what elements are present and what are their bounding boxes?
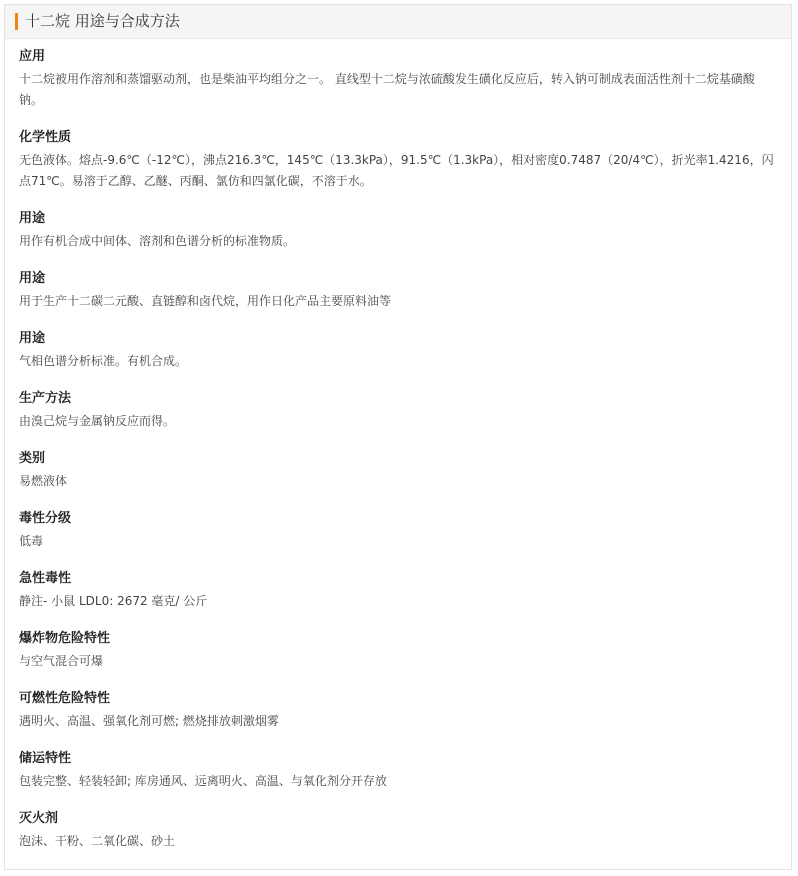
panel-content: [5, 39, 791, 852]
section-heading: 爆炸物危险特性: [19, 631, 111, 646]
section-heading: 类别: [19, 451, 46, 466]
section-heading: 急性毒性: [19, 571, 72, 586]
section-usage-1: [19, 209, 777, 252]
section-explosive-hazard: [19, 629, 777, 672]
section-category: [19, 449, 777, 492]
section-heading: 灭火剂: [19, 811, 59, 826]
section-storage-transport: [19, 749, 777, 792]
section-production-method: [19, 389, 777, 432]
section-text: 气相色谱分析标准。有机合成。: [19, 354, 188, 368]
section-text: 用作有机合成中间体、溶剂和色谱分析的标准物质。: [19, 234, 296, 248]
section-chemical-properties: [19, 128, 777, 192]
section-heading: 生产方法: [19, 391, 72, 406]
section-text: 遇明火、高温、强氧化剂可燃; 燃烧排放刺激烟雾: [19, 714, 279, 728]
section-text: 泡沫、干粉、二氧化碳、砂土: [19, 834, 176, 848]
section-heading: 可燃性危险特性: [19, 691, 111, 706]
section-text: 由溴己烷与金属钠反应而得。: [19, 414, 176, 428]
section-heading: 化学性质: [19, 130, 72, 145]
section-text: 与空气混合可爆: [19, 654, 104, 668]
section-heading: 用途: [19, 271, 46, 286]
panel-title: 十二烷 用途与合成方法: [25, 12, 180, 30]
usage-synthesis-panel: [4, 4, 792, 870]
accent-bar: [15, 13, 18, 30]
section-text: 用于生产十二碳二元酸、直链醇和卤代烷，用作日化产品主要原料油等: [19, 294, 392, 308]
section-toxicity-grade: [19, 509, 777, 552]
section-text: 易燃液体: [19, 474, 68, 488]
panel-header: [5, 5, 791, 39]
section-heading: 用途: [19, 211, 46, 226]
section-text: 无色液体。熔点-9.6℃（-12℃），沸点216.3℃，145℃（13.3kPa），91.5℃（1.3kPa），相对密度0.7487（20/4℃），折光率1.4216，闪点71℃。易溶于乙醇、乙醚、丙酮、氯仿和四氯化碳，不溶于水。: [19, 153, 774, 188]
section-acute-toxicity: [19, 569, 777, 612]
section-heading: 毒性分级: [19, 511, 72, 526]
section-application: [19, 47, 777, 111]
section-usage-2: [19, 269, 777, 312]
section-heading: 应用: [19, 49, 46, 64]
section-usage-3: [19, 329, 777, 372]
section-text: 低毒: [19, 534, 44, 548]
section-text: 十二烷被用作溶剂和蒸馏驱动剂，也是柴油平均组分之一。 直线型十二烷与浓硫酸发生磺化反应后，转入钠可制成表面活性剂十二烷基磺酸钠。: [19, 72, 755, 107]
section-heading: 用途: [19, 331, 46, 346]
section-extinguishing-agent: [19, 809, 777, 852]
section-text: 包装完整、轻装轻卸; 库房通风、远离明火、高温、与氧化剂分开存放: [19, 774, 387, 788]
section-text: 静注- 小鼠 LDL0: 2672 毫克/ 公斤: [19, 594, 208, 608]
section-flammability-hazard: [19, 689, 777, 732]
section-heading: 储运特性: [19, 751, 72, 766]
